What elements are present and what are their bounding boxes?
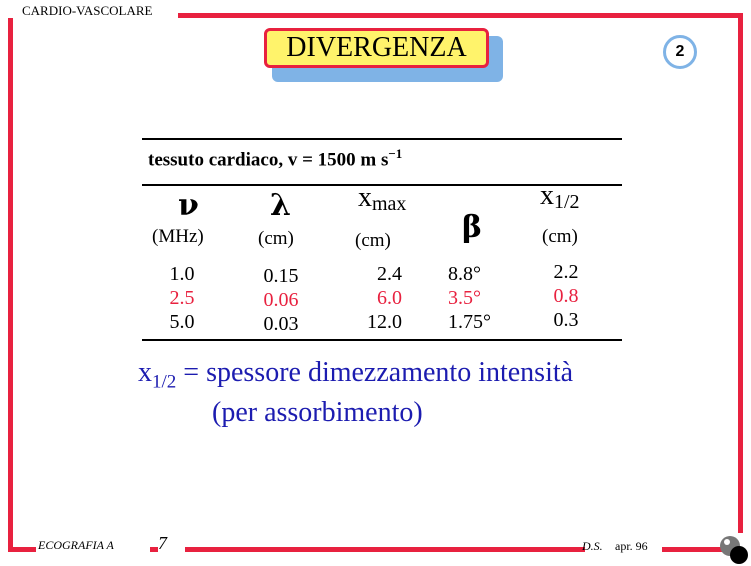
corner-ornament-dark [730,546,748,564]
table-caption: tessuto cardiaco, v = 1500 m $s^{-1}$ [148,146,403,171]
col-unit-xmax: (cm) [355,230,391,251]
table-rule-bottom [142,339,622,341]
col-header-xhalf: $x_{1/2}$ [540,180,580,213]
col-unit-nu: (MHz) [152,226,204,247]
page-number-badge: 2 [663,35,697,69]
col-values-xhalf: 2.2 0.8 0.3 [553,261,579,331]
section-label: CARDIO-VASCOLARE [22,3,153,18]
footer-author: D.S. [582,539,603,553]
footer-page-number: 7 [158,533,167,553]
col-values-nu: 1.0 2.5 5.0 [169,263,195,333]
frame-top-border [178,13,743,18]
col-values-lambda: 0.15 0.06 0.03 [263,265,299,335]
frame-left-border [8,18,13,552]
definition-line-1: $x_{1/2}$ = spessore dimezzamento intensità [138,357,574,393]
frame-bottom-border [185,547,585,552]
page-title: DIVERGENZA [264,28,489,68]
frame-bottom-border-mid [150,547,158,552]
corner-ornament-highlight [724,539,730,545]
definition-text [138,358,573,428]
col-values-xmax: 2.4 6.0 12.0 [367,263,402,333]
col-unit-xhalf: (cm) [542,226,578,247]
col-header-nu: ν [178,188,199,223]
col-header-beta: β [462,210,482,245]
col-unit-lambda: (cm) [258,228,294,249]
footer-course: ECOGRAFIA A [38,538,114,552]
col-header-lambda: λ [270,188,292,223]
frame-right-border [738,13,743,533]
definition-line-2: (per assorbimento) [212,396,423,428]
col-header-xmax: $x_{max}$ [358,182,407,215]
frame-bottom-border-left [8,547,36,552]
frame-bottom-border-right [662,547,722,552]
col-values-beta: 8.8° 3.5° 1.75° [448,263,491,333]
footer-date: apr. 96 [615,539,648,553]
table-rule-top [142,138,622,140]
